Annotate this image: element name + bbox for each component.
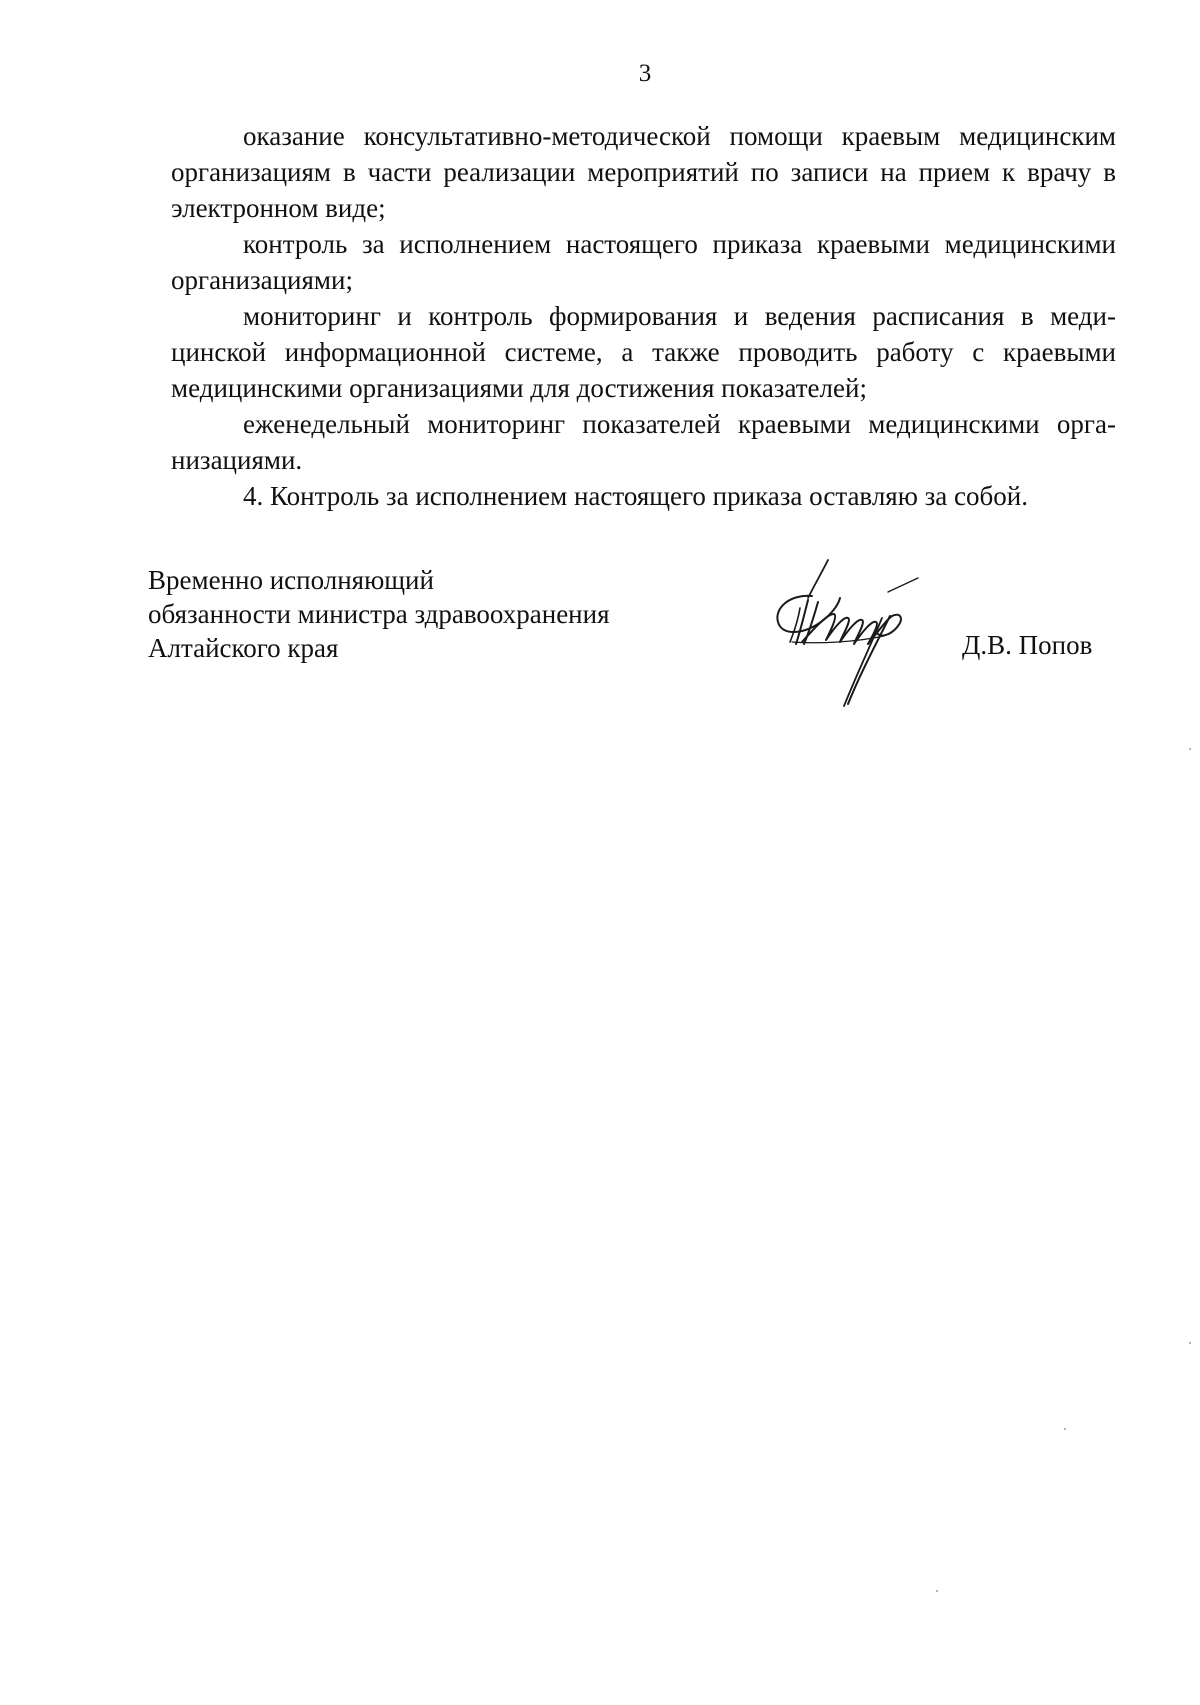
signatory-name: Д.В. Попов	[962, 630, 1093, 660]
paragraph-item-4: 4. Контроль за исполнением настоящего приказа оставляю за собой.	[243, 481, 1028, 511]
paragraph-weekly-monitoring: еженедельный мониторинг показателей краевыми медицинскими организациями.	[171, 409, 1116, 475]
scan-speck	[1064, 1428, 1066, 1430]
scan-speck	[936, 1590, 938, 1592]
body-text	[171, 118, 1116, 514]
page-number: 3	[638, 60, 652, 87]
paragraph-monitoring: мониторинг и контроль формирования и ведения расписания в медицинской информационной системе, а также проводить работу с краевыми медицинскими организациями для достижения показателей;	[171, 301, 1116, 403]
paragraph-consulting: оказание консультативно-методической помощи краевым медицинским организациям в части реализации мероприятий по записи на прием к врачу в электронном виде;	[171, 121, 1116, 223]
position-line: обязанности министра здравоохранения	[148, 599, 610, 629]
scan-speck	[1189, 748, 1191, 750]
position-line: Алтайского края	[148, 633, 339, 663]
paragraph-control: контроль за исполнением настоящего приказа краевыми медицинскими организациями;	[171, 229, 1116, 295]
position-line: Временно исполняющий	[148, 565, 434, 595]
signatory-position	[148, 563, 610, 665]
handwritten-signature	[772, 558, 932, 708]
scan-speck	[1189, 1342, 1191, 1344]
